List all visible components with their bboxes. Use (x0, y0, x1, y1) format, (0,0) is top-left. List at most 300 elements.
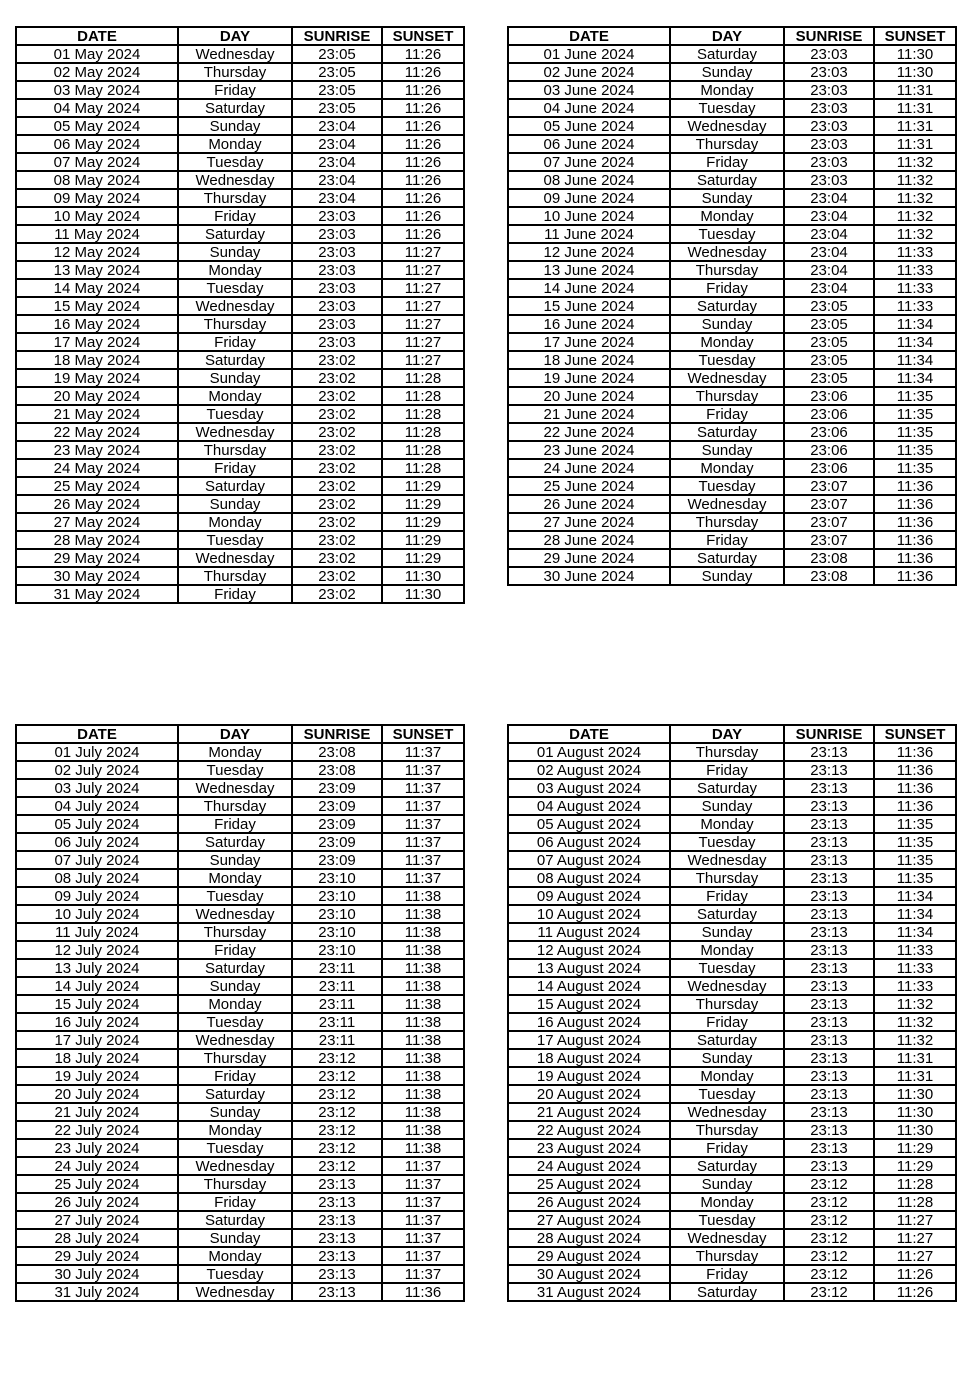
day-cell: Sunday (670, 1175, 784, 1193)
table-row (508, 513, 956, 531)
sunrise-cell: 23:07 (784, 477, 874, 495)
table-row (16, 1175, 464, 1193)
day-cell: Saturday (178, 833, 292, 851)
sunrise-cell: 23:06 (784, 441, 874, 459)
sunset-cell: 11:31 (874, 1049, 956, 1067)
table-row (508, 81, 956, 99)
sunrise-cell: 23:09 (292, 833, 382, 851)
sunrise-cell: 23:13 (784, 1103, 874, 1121)
sunset-cell: 11:36 (874, 761, 956, 779)
date-cell: 10 June 2024 (508, 207, 670, 225)
sunset-cell: 11:38 (382, 1121, 464, 1139)
date-cell: 21 May 2024 (16, 405, 178, 423)
table-row (508, 45, 956, 63)
sunrise-cell: 23:13 (784, 959, 874, 977)
day-cell: Tuesday (178, 531, 292, 549)
date-cell: 08 July 2024 (16, 869, 178, 887)
date-cell: 13 August 2024 (508, 959, 670, 977)
sunset-cell: 11:38 (382, 887, 464, 905)
table-row (16, 405, 464, 423)
date-cell: 22 August 2024 (508, 1121, 670, 1139)
day-cell: Monday (178, 1247, 292, 1265)
table-row (508, 1013, 956, 1031)
sunset-cell: 11:27 (382, 243, 464, 261)
date-cell: 20 June 2024 (508, 387, 670, 405)
date-cell: 09 August 2024 (508, 887, 670, 905)
date-header: DATE (508, 725, 670, 743)
table-row (508, 905, 956, 923)
day-cell: Sunday (178, 1103, 292, 1121)
table-row (16, 1211, 464, 1229)
day-cell: Saturday (670, 1157, 784, 1175)
day-cell: Tuesday (178, 279, 292, 297)
table-row (508, 1283, 956, 1301)
day-cell: Wednesday (178, 549, 292, 567)
date-cell: 19 August 2024 (508, 1067, 670, 1085)
date-header: DATE (16, 27, 178, 45)
sunset-cell: 11:33 (874, 297, 956, 315)
day-cell: Saturday (178, 351, 292, 369)
table-row (16, 779, 464, 797)
sunrise-cell: 23:06 (784, 405, 874, 423)
date-cell: 10 May 2024 (16, 207, 178, 225)
date-cell: 07 May 2024 (16, 153, 178, 171)
sunrise-cell: 23:05 (292, 99, 382, 117)
day-cell: Wednesday (670, 117, 784, 135)
date-cell: 01 June 2024 (508, 45, 670, 63)
date-cell: 24 May 2024 (16, 459, 178, 477)
day-cell: Monday (670, 459, 784, 477)
sunrise-cell: 23:12 (292, 1139, 382, 1157)
date-cell: 07 June 2024 (508, 153, 670, 171)
day-cell: Thursday (178, 63, 292, 81)
table-row (508, 423, 956, 441)
table-row (508, 531, 956, 549)
table-row (16, 567, 464, 585)
table-row (508, 189, 956, 207)
day-cell: Saturday (670, 1031, 784, 1049)
sunrise-cell: 23:09 (292, 815, 382, 833)
day-cell: Friday (670, 153, 784, 171)
sunset-cell: 11:28 (382, 369, 464, 387)
day-cell: Wednesday (178, 297, 292, 315)
day-cell: Tuesday (178, 1013, 292, 1031)
sunset-cell: 11:35 (874, 459, 956, 477)
table-row (508, 1067, 956, 1085)
day-cell: Tuesday (670, 477, 784, 495)
day-cell: Monday (670, 81, 784, 99)
table-row (16, 1193, 464, 1211)
day-cell: Sunday (178, 117, 292, 135)
sunrise-cell: 23:12 (784, 1175, 874, 1193)
day-cell: Tuesday (178, 887, 292, 905)
date-cell: 03 August 2024 (508, 779, 670, 797)
date-cell: 16 August 2024 (508, 1013, 670, 1031)
date-cell: 25 May 2024 (16, 477, 178, 495)
table-row (16, 153, 464, 171)
table-row (16, 1283, 464, 1301)
sunrise-cell: 23:12 (784, 1265, 874, 1283)
sunrise-cell: 23:03 (784, 135, 874, 153)
table-row (16, 81, 464, 99)
sunset-cell: 11:37 (382, 1157, 464, 1175)
sunset-cell: 11:27 (874, 1247, 956, 1265)
day-cell: Tuesday (670, 225, 784, 243)
date-cell: 27 May 2024 (16, 513, 178, 531)
sunset-cell: 11:36 (874, 495, 956, 513)
sunrise-cell: 23:10 (292, 905, 382, 923)
sunset-cell: 11:27 (382, 333, 464, 351)
sunset-cell: 11:35 (874, 387, 956, 405)
day-cell: Friday (178, 1067, 292, 1085)
sunrise-cell: 23:08 (784, 549, 874, 567)
sunrise-cell: 23:03 (292, 225, 382, 243)
sunrise-cell: 23:13 (784, 1085, 874, 1103)
table-row (508, 941, 956, 959)
date-cell: 29 July 2024 (16, 1247, 178, 1265)
day-cell: Wednesday (178, 1157, 292, 1175)
sunrise-cell: 23:03 (292, 207, 382, 225)
sunset-cell: 11:35 (874, 815, 956, 833)
sunset-cell: 11:33 (874, 977, 956, 995)
sunset-cell: 11:36 (874, 531, 956, 549)
table-row (508, 815, 956, 833)
day-cell: Saturday (670, 297, 784, 315)
sunset-cell: 11:26 (382, 171, 464, 189)
day-cell: Saturday (178, 959, 292, 977)
sunrise-cell: 23:13 (784, 1049, 874, 1067)
table-row (16, 315, 464, 333)
day-cell: Sunday (670, 567, 784, 585)
date-cell: 27 June 2024 (508, 513, 670, 531)
date-cell: 02 May 2024 (16, 63, 178, 81)
day-cell: Friday (670, 279, 784, 297)
sunrise-cell: 23:02 (292, 513, 382, 531)
sunrise-cell: 23:05 (784, 369, 874, 387)
table-row (508, 459, 956, 477)
table-row (16, 189, 464, 207)
sunset-cell: 11:31 (874, 99, 956, 117)
table-row (508, 959, 956, 977)
date-cell: 17 August 2024 (508, 1031, 670, 1049)
sunrise-cell: 23:13 (784, 761, 874, 779)
sunset-cell: 11:32 (874, 1031, 956, 1049)
date-cell: 04 August 2024 (508, 797, 670, 815)
date-cell: 26 May 2024 (16, 495, 178, 513)
table-row (16, 851, 464, 869)
sunset-header: SUNSET (382, 27, 464, 45)
date-cell: 24 August 2024 (508, 1157, 670, 1175)
day-cell: Sunday (670, 63, 784, 81)
table-row (508, 923, 956, 941)
sunset-cell: 11:26 (382, 81, 464, 99)
table-row (508, 1211, 956, 1229)
date-cell: 26 August 2024 (508, 1193, 670, 1211)
sunset-cell: 11:36 (874, 779, 956, 797)
day-cell: Saturday (670, 549, 784, 567)
table-row (508, 495, 956, 513)
table-row (16, 369, 464, 387)
day-cell: Sunday (178, 243, 292, 261)
date-cell: 11 June 2024 (508, 225, 670, 243)
sunset-cell: 11:37 (382, 1175, 464, 1193)
sunset-cell: 11:36 (874, 549, 956, 567)
date-cell: 02 June 2024 (508, 63, 670, 81)
day-cell: Wednesday (670, 851, 784, 869)
sunrise-header: SUNRISE (784, 27, 874, 45)
day-cell: Friday (178, 585, 292, 603)
table-row (508, 1139, 956, 1157)
sunset-cell: 11:37 (382, 1247, 464, 1265)
table-row (508, 261, 956, 279)
sunset-cell: 11:32 (874, 171, 956, 189)
sunrise-cell: 23:13 (784, 1013, 874, 1031)
sunset-cell: 11:38 (382, 1049, 464, 1067)
table-row (508, 1175, 956, 1193)
header-row (508, 27, 956, 45)
sunset-cell: 11:37 (382, 1229, 464, 1247)
day-cell: Sunday (670, 1049, 784, 1067)
sunrise-cell: 23:13 (784, 869, 874, 887)
sunrise-cell: 23:03 (784, 171, 874, 189)
table-row (16, 1139, 464, 1157)
day-cell: Friday (178, 815, 292, 833)
sunset-cell: 11:37 (382, 851, 464, 869)
day-cell: Sunday (178, 977, 292, 995)
date-cell: 15 August 2024 (508, 995, 670, 1013)
day-cell: Monday (670, 815, 784, 833)
sunset-cell: 11:37 (382, 743, 464, 761)
day-cell: Tuesday (670, 351, 784, 369)
day-cell: Saturday (178, 1085, 292, 1103)
day-cell: Tuesday (178, 1265, 292, 1283)
table-row (508, 333, 956, 351)
table-row (16, 869, 464, 887)
sunrise-cell: 23:13 (784, 815, 874, 833)
sunrise-cell: 23:06 (784, 459, 874, 477)
table-row (508, 207, 956, 225)
day-cell: Wednesday (670, 1103, 784, 1121)
date-cell: 30 July 2024 (16, 1265, 178, 1283)
date-cell: 02 August 2024 (508, 761, 670, 779)
sunrise-cell: 23:13 (292, 1211, 382, 1229)
date-cell: 15 May 2024 (16, 297, 178, 315)
date-cell: 22 July 2024 (16, 1121, 178, 1139)
sunset-cell: 11:30 (382, 567, 464, 585)
sunset-cell: 11:37 (382, 779, 464, 797)
date-cell: 31 July 2024 (16, 1283, 178, 1301)
sunrise-cell: 23:12 (292, 1157, 382, 1175)
date-cell: 25 July 2024 (16, 1175, 178, 1193)
date-cell: 17 May 2024 (16, 333, 178, 351)
sunset-header: SUNSET (874, 27, 956, 45)
sunset-cell: 11:26 (382, 117, 464, 135)
sunrise-cell: 23:02 (292, 423, 382, 441)
sunset-cell: 11:30 (874, 1085, 956, 1103)
table-row (16, 1013, 464, 1031)
sunrise-header: SUNRISE (292, 725, 382, 743)
sunset-cell: 11:33 (874, 261, 956, 279)
sunset-cell: 11:26 (382, 225, 464, 243)
table-row (16, 1031, 464, 1049)
table-row (508, 743, 956, 761)
table-row (16, 477, 464, 495)
day-cell: Tuesday (670, 833, 784, 851)
sunset-cell: 11:30 (874, 63, 956, 81)
sunset-cell: 11:29 (874, 1139, 956, 1157)
sunset-cell: 11:29 (382, 513, 464, 531)
sunrise-header: SUNRISE (784, 725, 874, 743)
day-cell: Saturday (670, 779, 784, 797)
day-cell: Thursday (178, 567, 292, 585)
day-cell: Monday (178, 1121, 292, 1139)
sunrise-cell: 23:07 (784, 531, 874, 549)
day-cell: Thursday (670, 1121, 784, 1139)
sunrise-cell: 23:13 (292, 1193, 382, 1211)
sunset-cell: 11:27 (874, 1211, 956, 1229)
table-row (508, 315, 956, 333)
table-row (508, 117, 956, 135)
sunset-cell: 11:34 (874, 315, 956, 333)
table-row (508, 351, 956, 369)
sunset-cell: 11:33 (874, 279, 956, 297)
sunrise-cell: 23:03 (784, 63, 874, 81)
day-cell: Monday (178, 261, 292, 279)
table-row (16, 743, 464, 761)
table-row (16, 207, 464, 225)
date-cell: 04 May 2024 (16, 99, 178, 117)
sunrise-cell: 23:13 (292, 1283, 382, 1301)
sunset-cell: 11:32 (874, 153, 956, 171)
sunrise-cell: 23:12 (292, 1049, 382, 1067)
date-cell: 18 June 2024 (508, 351, 670, 369)
day-header: DAY (670, 725, 784, 743)
sunrise-cell: 23:03 (292, 243, 382, 261)
sunset-cell: 11:30 (382, 585, 464, 603)
sunset-cell: 11:34 (874, 887, 956, 905)
sunrise-cell: 23:02 (292, 495, 382, 513)
sunrise-cell: 23:02 (292, 531, 382, 549)
date-cell: 12 July 2024 (16, 941, 178, 959)
day-cell: Monday (178, 513, 292, 531)
sunset-cell: 11:26 (874, 1283, 956, 1301)
sunrise-cell: 23:13 (784, 851, 874, 869)
sunset-cell: 11:27 (874, 1229, 956, 1247)
table-row (508, 869, 956, 887)
date-cell: 05 May 2024 (16, 117, 178, 135)
date-cell: 05 July 2024 (16, 815, 178, 833)
day-cell: Wednesday (670, 1229, 784, 1247)
table-row (508, 243, 956, 261)
day-cell: Thursday (178, 441, 292, 459)
sunrise-cell: 23:04 (784, 243, 874, 261)
sunset-cell: 11:26 (382, 153, 464, 171)
sunset-cell: 11:38 (382, 941, 464, 959)
date-cell: 05 August 2024 (508, 815, 670, 833)
sunset-cell: 11:36 (874, 743, 956, 761)
sunset-cell: 11:31 (874, 1067, 956, 1085)
sunset-cell: 11:31 (874, 135, 956, 153)
sunset-cell: 11:27 (382, 261, 464, 279)
date-cell: 31 August 2024 (508, 1283, 670, 1301)
date-cell: 25 June 2024 (508, 477, 670, 495)
sunset-cell: 11:37 (382, 815, 464, 833)
day-cell: Saturday (178, 225, 292, 243)
sunrise-cell: 23:13 (784, 1157, 874, 1175)
date-cell: 17 July 2024 (16, 1031, 178, 1049)
sunrise-cell: 23:03 (292, 261, 382, 279)
sunset-cell: 11:28 (382, 459, 464, 477)
table-row (16, 833, 464, 851)
table-row (16, 351, 464, 369)
day-cell: Friday (178, 1193, 292, 1211)
day-cell: Sunday (178, 851, 292, 869)
day-cell: Thursday (178, 797, 292, 815)
day-cell: Wednesday (670, 243, 784, 261)
sunrise-cell: 23:13 (784, 941, 874, 959)
date-cell: 17 June 2024 (508, 333, 670, 351)
table-row (16, 333, 464, 351)
day-cell: Friday (178, 333, 292, 351)
sunrise-cell: 23:12 (292, 1085, 382, 1103)
day-cell: Friday (670, 1265, 784, 1283)
day-cell: Wednesday (178, 423, 292, 441)
sunrise-cell: 23:13 (784, 1121, 874, 1139)
sunrise-cell: 23:12 (292, 1121, 382, 1139)
sunset-cell: 11:30 (874, 1121, 956, 1139)
sunset-cell: 11:30 (874, 45, 956, 63)
table-row (508, 1049, 956, 1067)
august-table (507, 724, 957, 1302)
sunrise-cell: 23:04 (292, 117, 382, 135)
sunset-cell: 11:30 (874, 1103, 956, 1121)
date-cell: 26 July 2024 (16, 1193, 178, 1211)
sunrise-cell: 23:02 (292, 549, 382, 567)
table-row (508, 887, 956, 905)
day-cell: Friday (670, 405, 784, 423)
sunrise-cell: 23:09 (292, 779, 382, 797)
sunset-cell: 11:28 (382, 405, 464, 423)
day-cell: Sunday (670, 923, 784, 941)
table-row (16, 1121, 464, 1139)
day-cell: Wednesday (178, 779, 292, 797)
day-cell: Saturday (670, 171, 784, 189)
date-cell: 28 May 2024 (16, 531, 178, 549)
sunrise-cell: 23:13 (784, 743, 874, 761)
sunrise-cell: 23:03 (292, 315, 382, 333)
day-cell: Monday (178, 869, 292, 887)
day-cell: Thursday (670, 869, 784, 887)
table-row (16, 585, 464, 603)
sunset-cell: 11:34 (874, 923, 956, 941)
table-row (16, 941, 464, 959)
sunrise-cell: 23:05 (292, 45, 382, 63)
sunrise-cell: 23:02 (292, 441, 382, 459)
june-table (507, 26, 957, 586)
day-cell: Tuesday (178, 153, 292, 171)
table-row (16, 531, 464, 549)
date-cell: 09 June 2024 (508, 189, 670, 207)
table-row (508, 135, 956, 153)
table-row (16, 63, 464, 81)
day-cell: Monday (670, 1067, 784, 1085)
sunrise-cell: 23:13 (784, 995, 874, 1013)
sunset-cell: 11:28 (382, 423, 464, 441)
table-row (16, 1067, 464, 1085)
date-cell: 20 May 2024 (16, 387, 178, 405)
date-cell: 25 August 2024 (508, 1175, 670, 1193)
table-row (508, 995, 956, 1013)
